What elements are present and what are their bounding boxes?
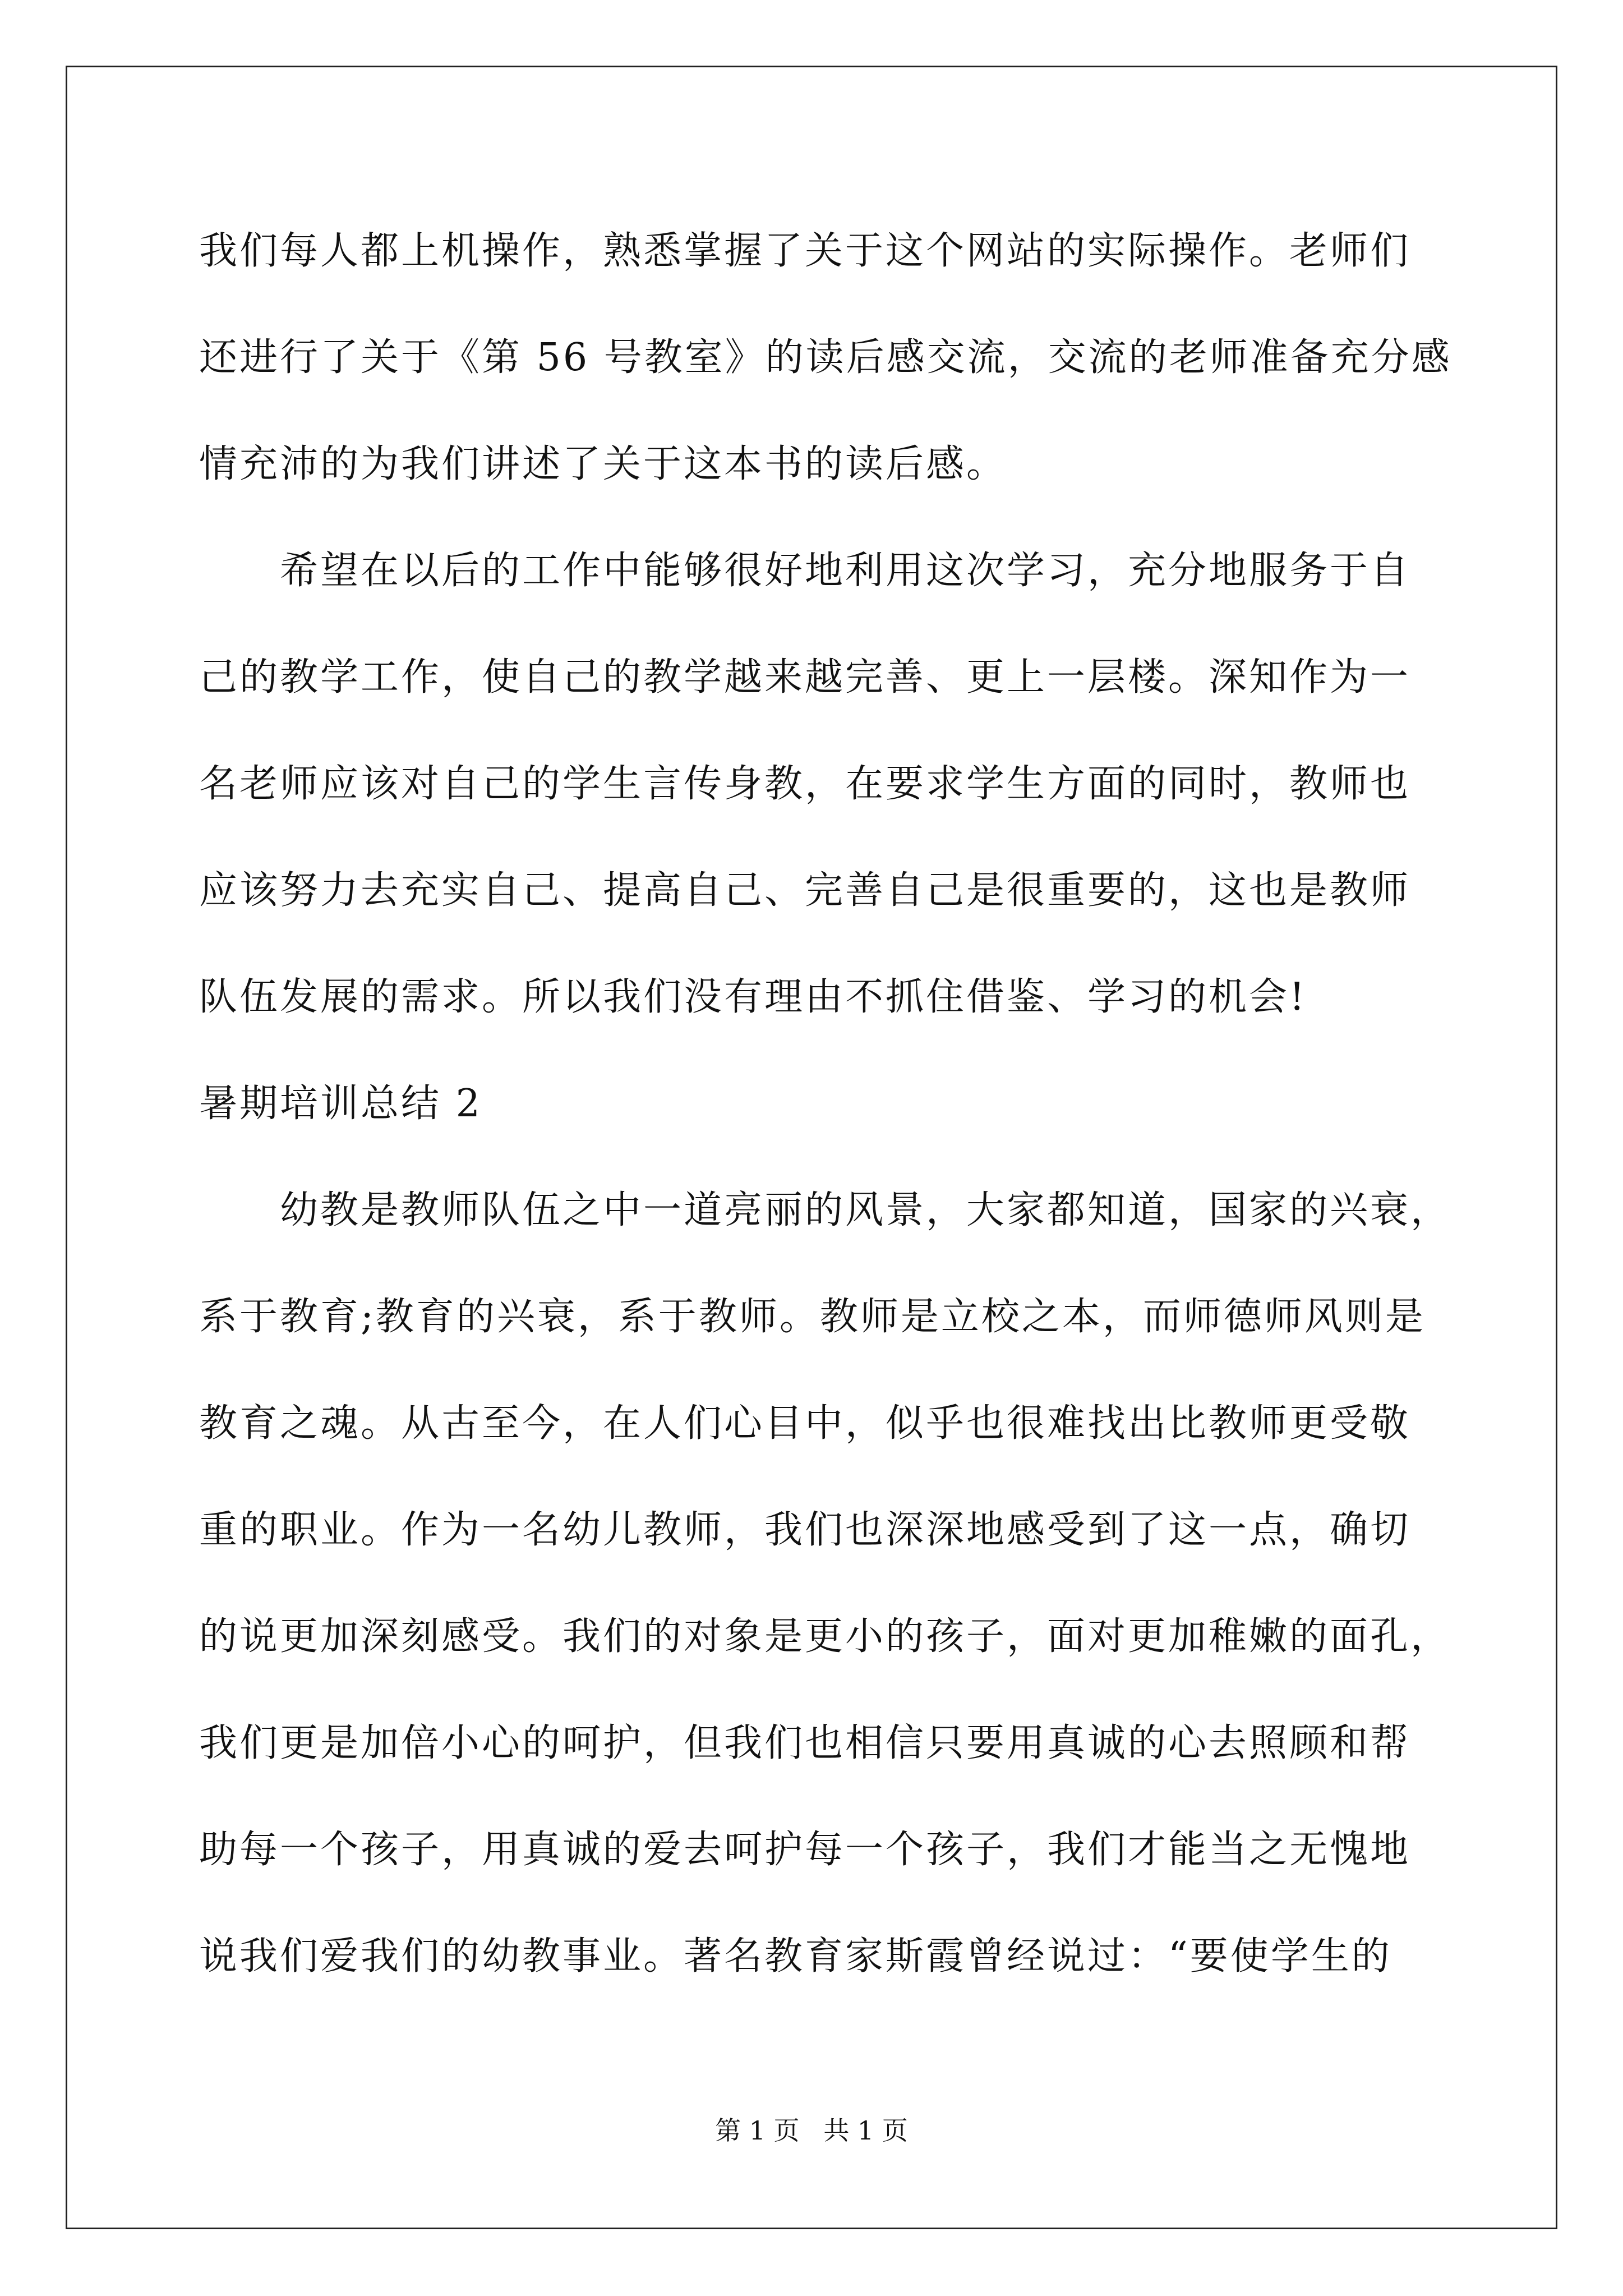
- text-line: 希望在以后的工作中能够很好地利用这次学习，充分地服务于自: [199, 549, 1411, 593]
- text-line: 教育之魂。从古至今，在人们心目中，似乎也很难找出比教师更受敬: [199, 1401, 1411, 1446]
- text-line: 名老师应该对自己的学生言传身教，在要求学生方面的同时，教师也: [199, 762, 1411, 806]
- text-line: 还进行了关于《第 56 号教室》的读后感交流，交流的老师准备充分感: [199, 335, 1452, 380]
- text-line: 助每一个孩子，用真诚的爱去呵护每一个孩子，我们才能当之无愧地: [199, 1828, 1411, 1872]
- section-heading: 暑期培训总结 2: [199, 1082, 482, 1126]
- page-number-total: 共 1 页: [823, 2115, 908, 2146]
- text-line: 队伍发展的需求。所以我们没有理由不抓住借鉴、学习的机会!: [199, 975, 1307, 1019]
- document-body: [199, 218, 1452, 2030]
- text-line: 我们更是加倍小心的呵护，但我们也相信只要用真诚的心去照顾和帮: [199, 1721, 1411, 1765]
- text-line: 系于教育;教育的兴衰，系于教师。教师是立校之本，而师德师风则是: [199, 1295, 1426, 1339]
- text-line: 情充沛的为我们讲述了关于这本书的读后感。: [199, 442, 1007, 486]
- text-line: 己的教学工作，使自己的教学越来越完善、更上一层楼。深知作为一: [199, 655, 1411, 700]
- text-line: 说我们爱我们的幼教事业。著名教育家斯霞曾经说过：“要使学生的: [199, 1934, 1392, 1978]
- text-line: 应该努力去充实自己、提高自己、完善自己是很重要的，这也是教师: [199, 868, 1411, 913]
- text-line: 幼教是教师队伍之中一道亮丽的风景，大家都知道，国家的兴衰，: [199, 1188, 1451, 1232]
- text-line: 我们每人都上机操作，熟悉掌握了关于这个网站的实际操作。老师们: [199, 229, 1411, 273]
- page-number-current: 第 1 页: [715, 2115, 800, 2146]
- text-line: 重的职业。作为一名幼儿教师，我们也深深地感受到了这一点，确切: [199, 1508, 1411, 1552]
- page-footer: [0, 2110, 1623, 2147]
- text-line: 的说更加深刻感受。我们的对象是更小的孩子，面对更加稚嫩的面孔，: [199, 1614, 1451, 1659]
